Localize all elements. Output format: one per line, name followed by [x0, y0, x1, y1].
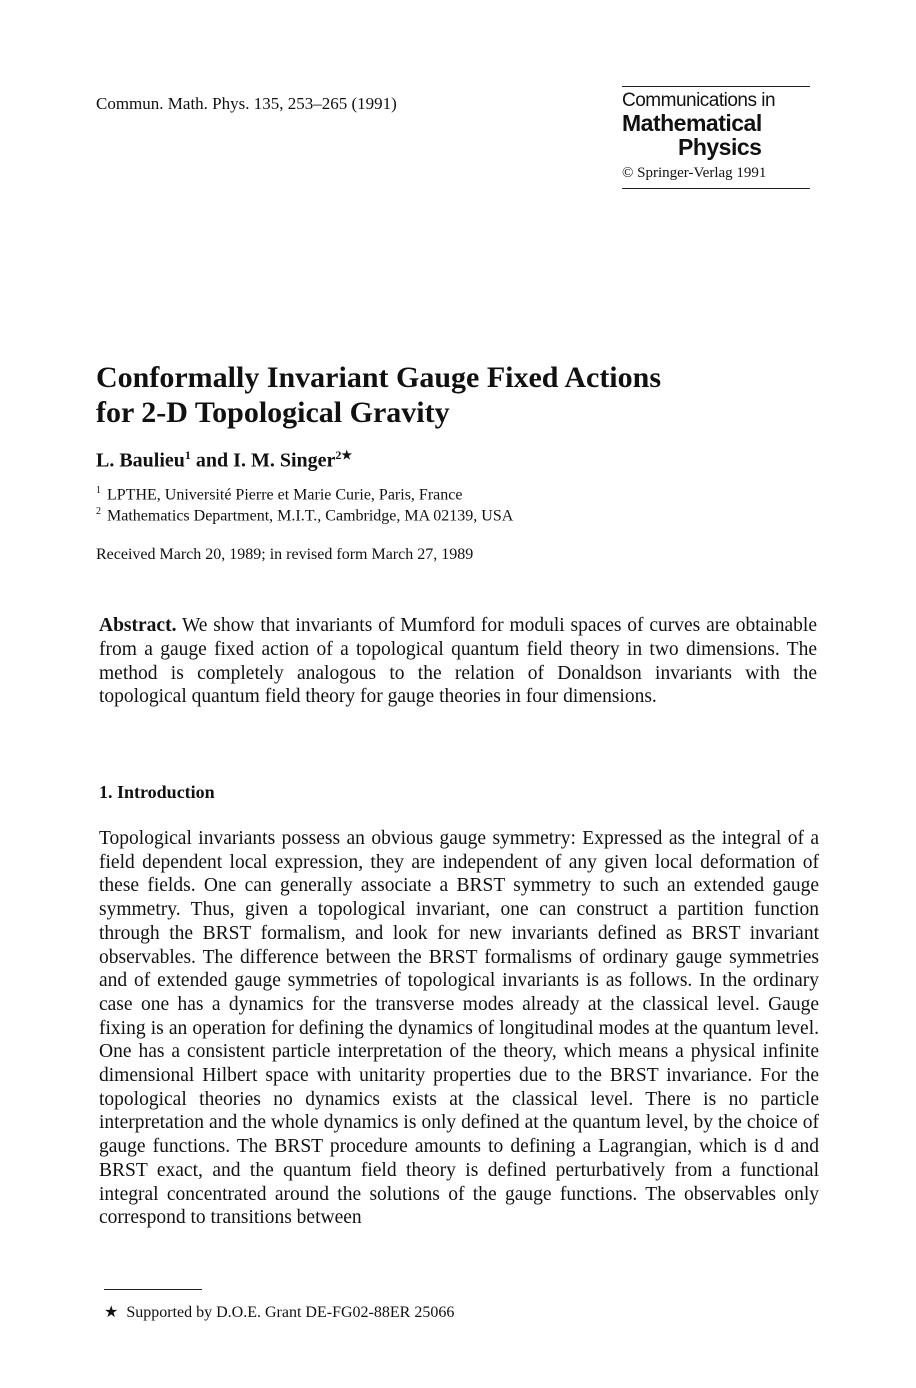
journal-citation: Commun. Math. Phys. 135, 253–265 (1991) [96, 94, 397, 113]
journal-name-line2: Mathematical [622, 110, 762, 136]
footnote [104, 1302, 454, 1322]
section-body: Topological invariants possess an obvious gauge symmetry: Expressed as the integral of a field dependent local expression, they are independent of any given local deformation of these fields. One can generally associate a BRST symmetry to such an extended gauge symmetry. Thus, given a topological invariant, one can construct a partition function through the BRST formalism, and look for new invariants defined as BRST invariant observables. The difference between the BRST formalisms of ordinary gauge symmetries and of extended gauge symmetries of topological invariants is as follows. In the ordinary case one has a dynamics for the transverse modes already at the classical level. Gauge fixing is an operation for defining the dynamics of longitudinal modes at the quantum level. One has a consistent particle interpretation of the theory, which means a physical infinite dimensional Hilbert space with unitarity properties due to the BRST invariance. For the topological theories no dynamics exists at the classical level. There is no particle interpretation and the whole dynamics is only defined at the quantum level, by the choice of gauge functions. The BRST procedure amounts to defining a Lagrangian, which is d and BRST exact, and the quantum field theory is defined perturbatively from a functional integral concentrated around the solutions of the gauge functions. The observables only correspond to transitions between [99, 828, 819, 1229]
title-line-1: Conformally Invariant Gauge Fixed Actions [96, 361, 662, 394]
affiliation-number: 1 [96, 485, 101, 496]
affiliation-number: 2 [96, 506, 101, 517]
affiliation [96, 506, 513, 525]
paper-title [96, 360, 661, 430]
author-list [96, 448, 352, 473]
author-affiliation-mark: 2★ [335, 448, 353, 462]
affiliation [96, 485, 462, 504]
author-connector: and [190, 449, 234, 472]
journal-name-line3: Physics [678, 134, 762, 160]
author-affiliation-mark: 1 [184, 448, 191, 462]
masthead-top-rule [622, 86, 810, 87]
abstract-label: Abstract. [99, 615, 177, 636]
abstract-text: We show that invariants of Mumford for moduli spaces of curves are obtainable from a gauge fixed action of a topological quantum field theory in two dimensions. The method is completely analogous to the relation of Donaldson invariants with the topological quantum field theory for gauge theories in four dimensions. [99, 615, 817, 708]
title-line-2: for 2-D Topological Gravity [96, 396, 450, 429]
masthead-bottom-rule [622, 188, 810, 189]
author-name: L. Baulieu [96, 449, 185, 472]
abstract [99, 614, 817, 709]
affiliation-text: Mathematics Department, M.I.T., Cambridge, MA 02139, USA [107, 507, 514, 525]
footnote-text: Supported by D.O.E. Grant DE-FG02-88ER 25066 [126, 1304, 455, 1321]
journal-name-line1: Communications in [622, 90, 776, 111]
received-date: Received March 20, 1989; in revised form March 27, 1989 [96, 546, 474, 563]
footnote-symbol: ★ [104, 1304, 119, 1321]
footnote-rule [104, 1289, 202, 1290]
affiliation-text: LPTHE, Université Pierre et Marie Curie, Paris, France [107, 486, 463, 504]
author-name: I. M. Singer [233, 449, 336, 472]
copyright-notice: © Springer-Verlag 1991 [622, 165, 767, 181]
journal-masthead [622, 86, 810, 189]
section-heading: 1. Introduction [99, 782, 215, 802]
